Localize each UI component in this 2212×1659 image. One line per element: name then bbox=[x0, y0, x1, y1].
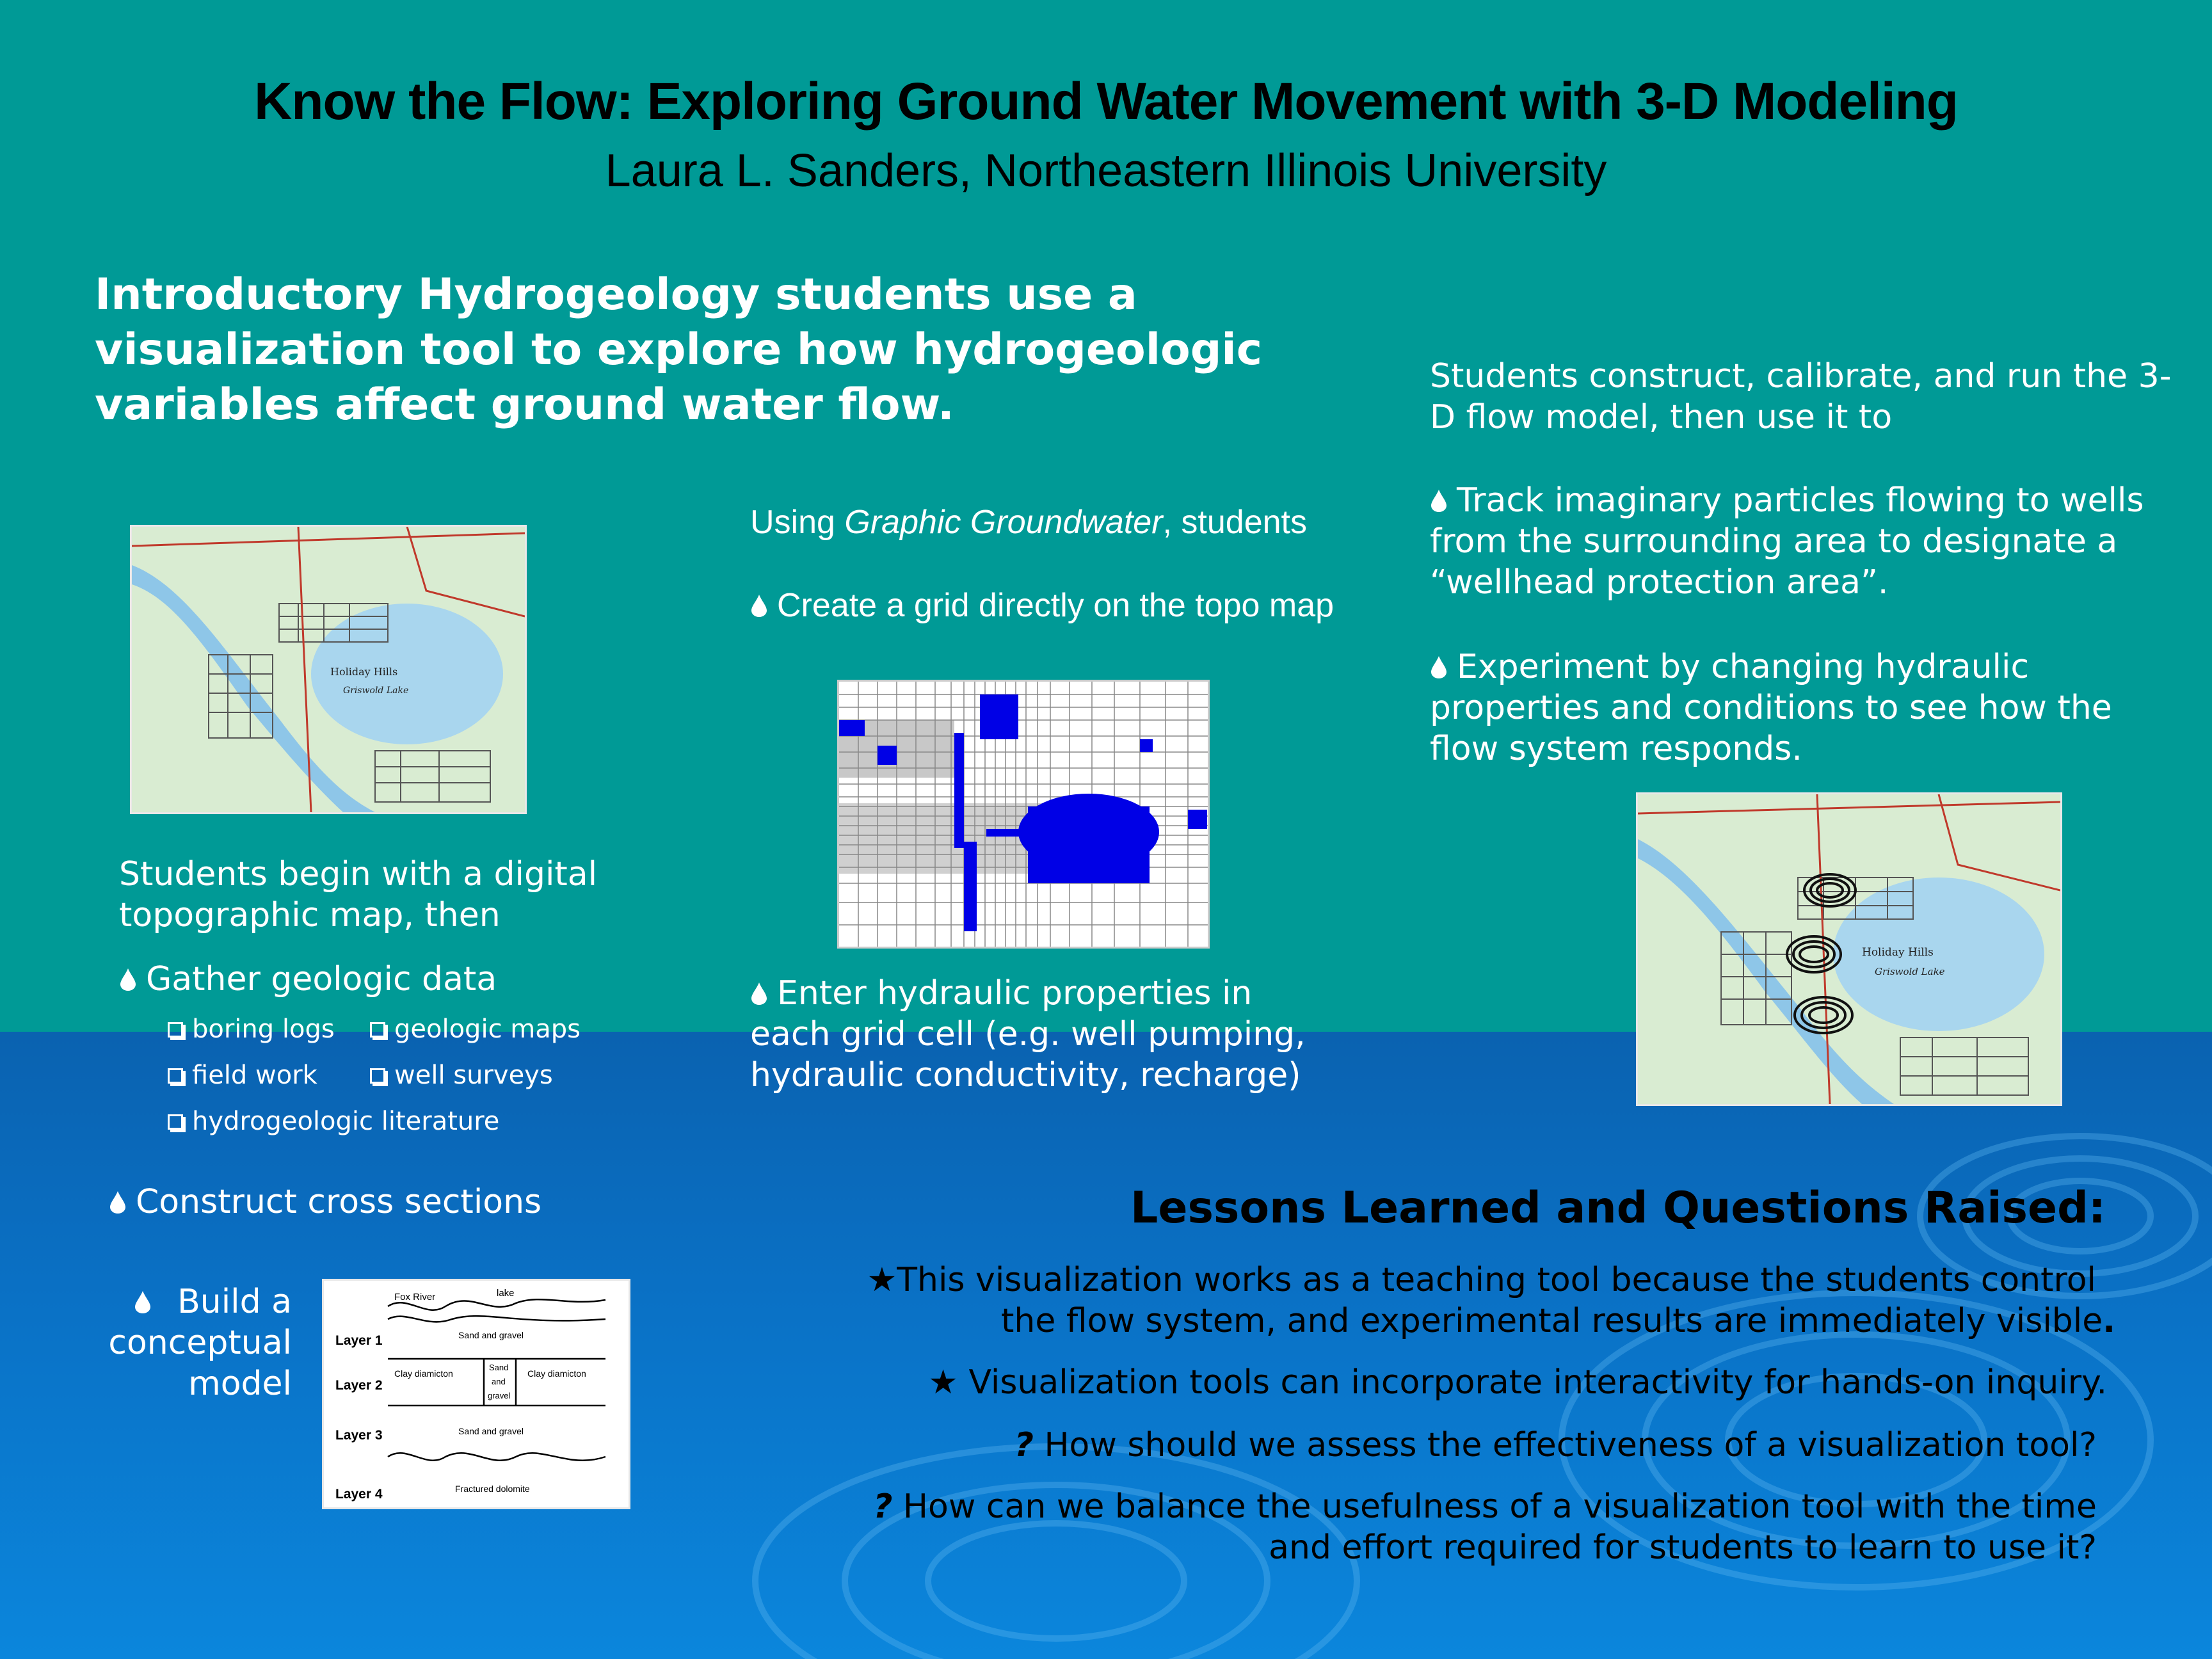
cs-label: Clay diamicton bbox=[394, 1368, 453, 1379]
bullet-track bbox=[1430, 480, 2144, 603]
bullet-create bbox=[750, 585, 1334, 626]
cs-layer: Layer 2 bbox=[335, 1378, 383, 1393]
cs-label: Sand and gravel bbox=[458, 1330, 524, 1340]
droplet-icon bbox=[119, 967, 137, 991]
question-icon: ? bbox=[873, 1487, 893, 1526]
star-icon: ★ bbox=[867, 1261, 897, 1299]
particle-tracking-map-image bbox=[1636, 792, 2062, 1106]
map-label: Griswold Lake bbox=[1875, 966, 1945, 977]
enter-line bbox=[750, 973, 1306, 1014]
exp-line bbox=[1430, 646, 2112, 687]
begin-line: topographic map, then bbox=[119, 896, 501, 934]
enter-line: each grid cell (e.g. well pumping, bbox=[750, 1015, 1306, 1054]
cs-label: and bbox=[492, 1377, 506, 1386]
bullet-text: Gather geologic data bbox=[146, 960, 497, 998]
data-item bbox=[168, 1106, 499, 1137]
lessons-heading: Lessons Learned and Questions Raised: bbox=[1130, 1183, 2106, 1233]
intro-line: variables affect ground water flow. bbox=[95, 380, 954, 430]
build-line: model bbox=[188, 1365, 292, 1403]
using-post: , students bbox=[1162, 504, 1307, 541]
particle-tracking-drawing bbox=[1638, 794, 2060, 1104]
question-item bbox=[806, 1486, 2097, 1568]
question-text: How should we assess the effectiveness of a visualization tool? bbox=[1044, 1426, 2097, 1464]
topo-map-image bbox=[130, 525, 527, 814]
lesson-text: This visualization works as a teaching tool because the students control bbox=[897, 1261, 2096, 1299]
track-line bbox=[1430, 480, 2144, 521]
bullet-text: Track imaginary particles flowing to wells bbox=[1457, 481, 2144, 520]
cs-label: Sand bbox=[489, 1363, 509, 1372]
map-label: Holiday Hills bbox=[330, 666, 398, 678]
bullet-experiment bbox=[1430, 646, 2112, 769]
droplet-icon bbox=[750, 593, 768, 618]
data-item-label: boring logs bbox=[192, 1014, 335, 1044]
question-icon: ? bbox=[1014, 1426, 1034, 1464]
cs-layer: Layer 3 bbox=[335, 1428, 383, 1443]
droplet-icon bbox=[109, 1190, 127, 1214]
cs-label: Sand and gravel bbox=[458, 1426, 524, 1436]
poster-title: Know the Flow: Exploring Ground Water Movement with 3-D Modeling bbox=[254, 72, 1958, 131]
topo-map-drawing bbox=[132, 527, 525, 812]
map-label: Holiday Hills bbox=[1862, 946, 1934, 959]
data-item bbox=[168, 1014, 335, 1045]
cs-label: gravel bbox=[488, 1391, 511, 1400]
begin-line: Students begin with a digital bbox=[119, 855, 598, 894]
cs-label: Fractured dolomite bbox=[455, 1484, 530, 1494]
star-icon: ★ bbox=[928, 1363, 958, 1402]
checkbox-icon bbox=[370, 1068, 385, 1084]
exp-line: flow system responds. bbox=[1430, 730, 1802, 768]
construct-line: Students construct, calibrate, and run the 3- bbox=[1430, 357, 2172, 396]
construct-line: D flow model, then use it to bbox=[1430, 398, 1893, 437]
intro-statement bbox=[95, 268, 1375, 433]
lesson-text: . bbox=[2103, 1302, 2115, 1340]
lesson-line bbox=[806, 1260, 2096, 1301]
bullet-text: Enter hydraulic properties in bbox=[777, 974, 1253, 1013]
map-label: Griswold Lake bbox=[343, 685, 409, 696]
intro-line: Introductory Hydrogeology students use a bbox=[95, 269, 1137, 320]
data-item-label: geologic maps bbox=[394, 1014, 581, 1044]
checkbox-icon bbox=[168, 1022, 183, 1038]
using-text bbox=[750, 502, 1307, 543]
cross-section-drawing bbox=[324, 1281, 629, 1507]
data-item-label: field work bbox=[192, 1061, 317, 1090]
bullet-construct bbox=[109, 1182, 541, 1222]
cs-layer: Layer 4 bbox=[335, 1487, 383, 1502]
cs-label: lake bbox=[497, 1288, 515, 1299]
using-pre: Using bbox=[750, 504, 845, 541]
begin-text bbox=[119, 854, 597, 936]
bullet-text: Construct cross sections bbox=[136, 1183, 542, 1221]
checkbox-icon bbox=[370, 1022, 385, 1038]
question-text: How can we balance the usefulness of a visualization tool with the time bbox=[902, 1487, 2097, 1526]
build-line bbox=[102, 1281, 292, 1322]
question-item bbox=[806, 1425, 2097, 1466]
model-grid-drawing bbox=[839, 682, 1208, 947]
software-name: Graphic Groundwater bbox=[844, 504, 1163, 541]
data-item bbox=[370, 1014, 581, 1045]
track-line: “wellhead protection area”. bbox=[1430, 563, 1889, 602]
lesson-item bbox=[806, 1362, 2107, 1403]
droplet-icon bbox=[750, 981, 768, 1006]
cs-label: Clay diamicton bbox=[527, 1368, 586, 1379]
droplet-icon bbox=[1430, 655, 1448, 679]
build-text: Build a bbox=[177, 1283, 292, 1321]
bullet-text: Experiment by changing hydraulic bbox=[1457, 648, 2030, 686]
bullet-text: Create a grid directly on the topo map bbox=[777, 587, 1334, 624]
bullet-enter bbox=[750, 973, 1306, 1096]
model-grid-image bbox=[837, 680, 1210, 949]
enter-line: hydraulic conductivity, recharge) bbox=[750, 1056, 1301, 1094]
question-line bbox=[806, 1486, 2097, 1527]
cs-layer: Layer 1 bbox=[335, 1333, 383, 1348]
checkbox-icon bbox=[168, 1114, 183, 1130]
poster-author: Laura L. Sanders, Northeastern Illinois University bbox=[605, 145, 1607, 196]
cross-section-image bbox=[322, 1279, 630, 1509]
bullet-build bbox=[102, 1281, 292, 1404]
lesson-line bbox=[806, 1301, 2115, 1342]
cs-label: Fox River bbox=[394, 1292, 436, 1302]
data-item-label: hydrogeologic literature bbox=[192, 1107, 500, 1136]
intro-line: visualization tool to explore how hydrogeologic bbox=[95, 325, 1263, 375]
data-item-label: well surveys bbox=[394, 1061, 553, 1090]
data-item bbox=[168, 1060, 317, 1091]
construct-text bbox=[1430, 356, 2171, 438]
question-line: and effort required for students to learn to use it? bbox=[1269, 1528, 2097, 1567]
droplet-icon bbox=[1430, 488, 1448, 513]
lesson-text: the flow system, and experimental results are immediately visible bbox=[1001, 1302, 2103, 1340]
lesson-text: Visualization tools can incorporate interactivity for hands-on inquiry. bbox=[968, 1363, 2107, 1402]
droplet-icon bbox=[134, 1290, 152, 1314]
bullet-gather bbox=[119, 959, 497, 1000]
exp-line: properties and conditions to see how the bbox=[1430, 689, 2112, 727]
track-line: from the surrounding area to designate a bbox=[1430, 522, 2118, 561]
lesson-item bbox=[806, 1260, 2115, 1342]
data-item bbox=[370, 1060, 553, 1091]
build-line: conceptual bbox=[108, 1324, 292, 1362]
checkbox-icon bbox=[168, 1068, 183, 1084]
